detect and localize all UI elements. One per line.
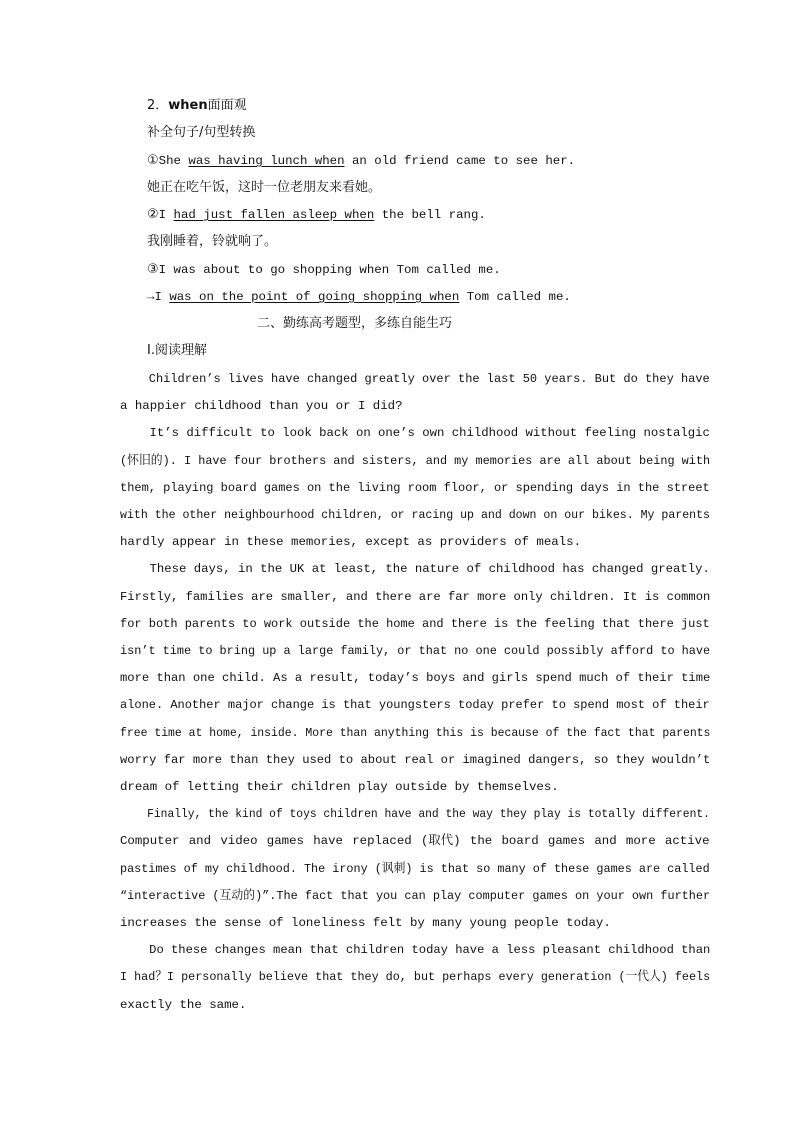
passage-line: dream of letting their children play outside by themselves. xyxy=(120,780,559,794)
item-translation-2: 我刚睡着，铃就响了。 xyxy=(147,234,278,249)
passage-line: worry far more than they used to about real or imagined dangers, so they wouldn’t xyxy=(120,753,711,767)
passage-line: alone. Another major change is that youngsters today prefer to spend most of their xyxy=(120,698,710,712)
section-title-keyword: when xyxy=(168,98,208,113)
exercise-item-1 xyxy=(147,152,575,170)
section-number: 2． xyxy=(147,98,169,113)
exercise-item-2 xyxy=(147,206,486,224)
passage-line: Children’s lives have changed greatly over the last 50 years. But do they have xyxy=(120,372,710,386)
section-two-heading: 二、勤练高考题型，多练自能生巧 xyxy=(257,316,453,331)
passage-line: Computer and video games have replaced (取代) the board games and more active xyxy=(120,834,710,848)
passage-line: with the other neighbourhood children, or racing up and down on our bikes. My parents xyxy=(120,508,711,522)
passage-line: isn’t time to bring up a large family, or that no one could possibly afford to have xyxy=(120,644,711,658)
arrow-icon: → xyxy=(147,290,155,304)
section-two-subheading: Ⅰ.阅读理解 xyxy=(147,343,207,358)
item-marker: ② xyxy=(147,207,159,222)
item-translation-1: 她正在吃午饭，这时一位老朋友来看她。 xyxy=(147,180,382,195)
item-text-pre: She xyxy=(158,154,189,168)
item-text-post: an old friend came to see her. xyxy=(344,154,576,168)
passage-line: a happier childhood than you or I did? xyxy=(120,399,403,413)
passage-line: pastimes of my childhood. The irony (讽刺) is that so many of these games are called xyxy=(120,862,710,876)
passage-line: Firstly, families are smaller, and there are far more only children. It is common xyxy=(120,590,711,604)
passage-line: “interactive (互动的)”.The fact that you can play computer games on your own further xyxy=(120,889,711,903)
passage-line: them, playing board games on the living room floor, or spending days in the street xyxy=(120,481,710,495)
passage-line: free time at home, inside. More than anything this is because of the fact that parents xyxy=(120,726,711,740)
item-marker: ③ xyxy=(147,262,159,277)
passage-line: more than one child. As a result, today’s boys and girls spend much of their time xyxy=(120,671,711,685)
transform-text-pre: I xyxy=(154,290,170,304)
passage-line: for both parents to work outside the home and there is the feeling that there just xyxy=(120,617,710,631)
passage-line: (怀旧的). I have four brothers and sisters, and my memories are all about being with xyxy=(120,454,711,468)
passage-line: exactly the same. xyxy=(120,998,247,1012)
item-marker: ① xyxy=(147,153,159,168)
item-text-pre: I was about to go shopping when Tom called me. xyxy=(158,263,501,277)
item-text-pre: I xyxy=(158,208,174,222)
section-subtitle: 补全句子/句型转换 xyxy=(147,125,256,140)
transform-line xyxy=(147,288,571,306)
section-title xyxy=(147,97,247,115)
exercise-item-3 xyxy=(147,261,501,279)
passage-line: Do these changes mean that children today have a less pleasant childhood than xyxy=(120,943,711,957)
passage-line: It’s difficult to look back on one’s own childhood without feeling nostalgic xyxy=(120,426,710,440)
section-title-rest: 面面观 xyxy=(207,98,247,113)
passage-line: Finally, the kind of toys children have and the way they play is totally different. xyxy=(120,807,710,821)
passage-line: These days, in the UK at least, the nature of childhood has changed greatly. xyxy=(120,562,710,576)
passage-line: hardly appear in these memories, except as providers of meals. xyxy=(120,535,582,549)
transform-answer: was on the point of going shopping when xyxy=(169,290,460,304)
item-answer: was having lunch when xyxy=(188,154,345,168)
transform-text-post: Tom called me. xyxy=(459,290,571,304)
passage-line: I had？I personally believe that they do, but perhaps every generation (一代人) feels xyxy=(120,970,711,984)
item-answer: had just fallen asleep when xyxy=(173,208,375,222)
item-text-post: the bell rang. xyxy=(374,208,486,222)
passage-line: increases the sense of loneliness felt by many young people today. xyxy=(120,916,611,930)
